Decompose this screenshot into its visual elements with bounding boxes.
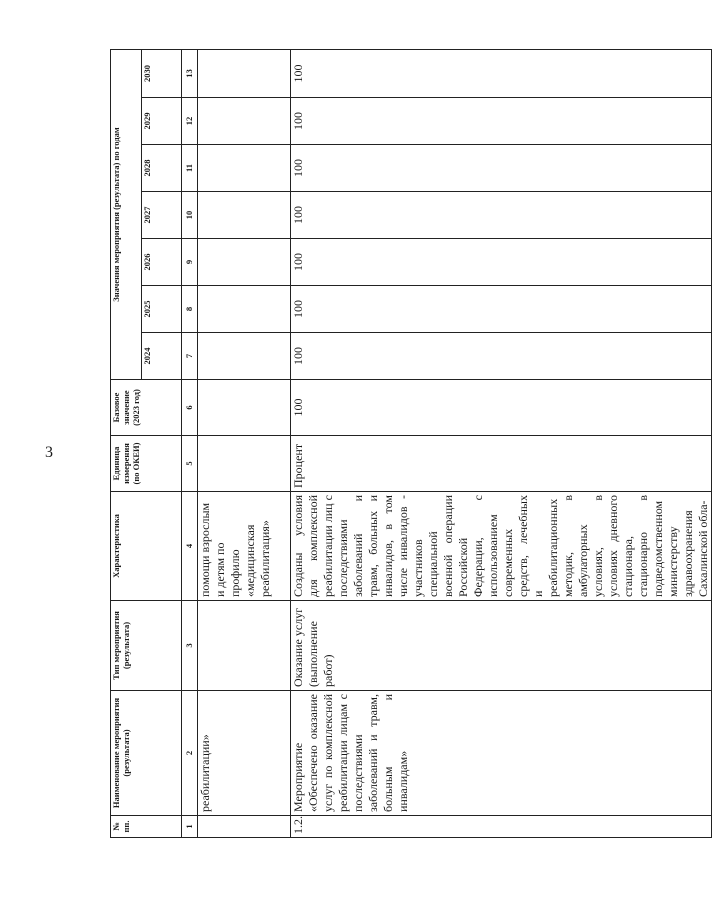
header-year: 2030 <box>142 50 182 98</box>
header-year: 2028 <box>142 145 182 192</box>
row-number: 1.2. <box>291 816 712 838</box>
row-name: реабилитации» <box>198 691 291 816</box>
row-characteristic: Созданы условия для комплексной реабилитации лиц с последствиями заболеваний и травм, больных и инвалидов, в том числе инвалидов - участников специальной военной операции Российской Федерации, с использованием современных средств, лечебных и реабилитационных методик, в амбулаторных условиях, в условиях дневного стационара, стационарно в подведомственном министерству здравоохранения Сахалинской обла- <box>291 492 712 601</box>
rotated-table-container <box>110 50 710 838</box>
table-row <box>291 50 712 838</box>
column-number: 8 <box>182 286 198 333</box>
table-row <box>198 50 291 838</box>
row-value: 100 <box>291 286 712 333</box>
column-number: 3 <box>182 601 198 691</box>
header-type: Тип мероприятия (результата) <box>111 601 182 691</box>
column-number: 6 <box>182 380 198 436</box>
header-year: 2027 <box>142 192 182 239</box>
row-value <box>198 145 291 192</box>
row-value <box>198 239 291 286</box>
row-value <box>198 333 291 380</box>
row-base <box>198 380 291 436</box>
column-number: 11 <box>182 145 198 192</box>
column-number: 13 <box>182 50 198 98</box>
header-characteristic: Характеристика <box>111 492 182 601</box>
row-value: 100 <box>291 50 712 98</box>
column-number: 12 <box>182 98 198 145</box>
row-value: 100 <box>291 192 712 239</box>
column-number: 1 <box>182 816 198 838</box>
row-value: 100 <box>291 98 712 145</box>
row-value <box>198 286 291 333</box>
header-year: 2026 <box>142 239 182 286</box>
row-unit: Процент <box>291 436 712 492</box>
row-type: Оказание услуг (выполнение работ) <box>291 601 712 691</box>
column-number: 5 <box>182 436 198 492</box>
row-value: 100 <box>291 239 712 286</box>
page-number: 3 <box>45 444 53 461</box>
row-base: 100 <box>291 380 712 436</box>
header-year: 2024 <box>142 333 182 380</box>
column-number: 7 <box>182 333 198 380</box>
row-type <box>198 601 291 691</box>
column-number: 9 <box>182 239 198 286</box>
row-value: 100 <box>291 145 712 192</box>
header-row-1 <box>111 50 142 838</box>
column-number: 4 <box>182 492 198 601</box>
column-number: 10 <box>182 192 198 239</box>
column-number: 2 <box>182 691 198 816</box>
header-name: Наименование мероприятия (результата) <box>111 691 182 816</box>
row-characteristic: помощи взрослым и детям по профилю «медицинская реабилитация» <box>198 492 291 601</box>
header-unit: Единица измерения (по ОКЕИ) <box>111 436 182 492</box>
header-base: Базовое значение (2023 год) <box>111 380 182 436</box>
results-table <box>110 49 712 838</box>
header-no: № пп. <box>111 816 182 838</box>
row-number <box>198 816 291 838</box>
header-years-group: Значения мероприятия (результата) по годам <box>111 50 142 380</box>
row-unit <box>198 436 291 492</box>
row-value <box>198 192 291 239</box>
row-value: 100 <box>291 333 712 380</box>
row-name: Мероприятие «Обеспечено оказание услуг по комплексной реабилитации лицам с последствиями заболеваний и травм, больным и инвалидам» <box>291 691 712 816</box>
column-number-row <box>182 50 198 838</box>
header-year: 2029 <box>142 98 182 145</box>
header-year: 2025 <box>142 286 182 333</box>
row-value <box>198 98 291 145</box>
row-value <box>198 50 291 98</box>
